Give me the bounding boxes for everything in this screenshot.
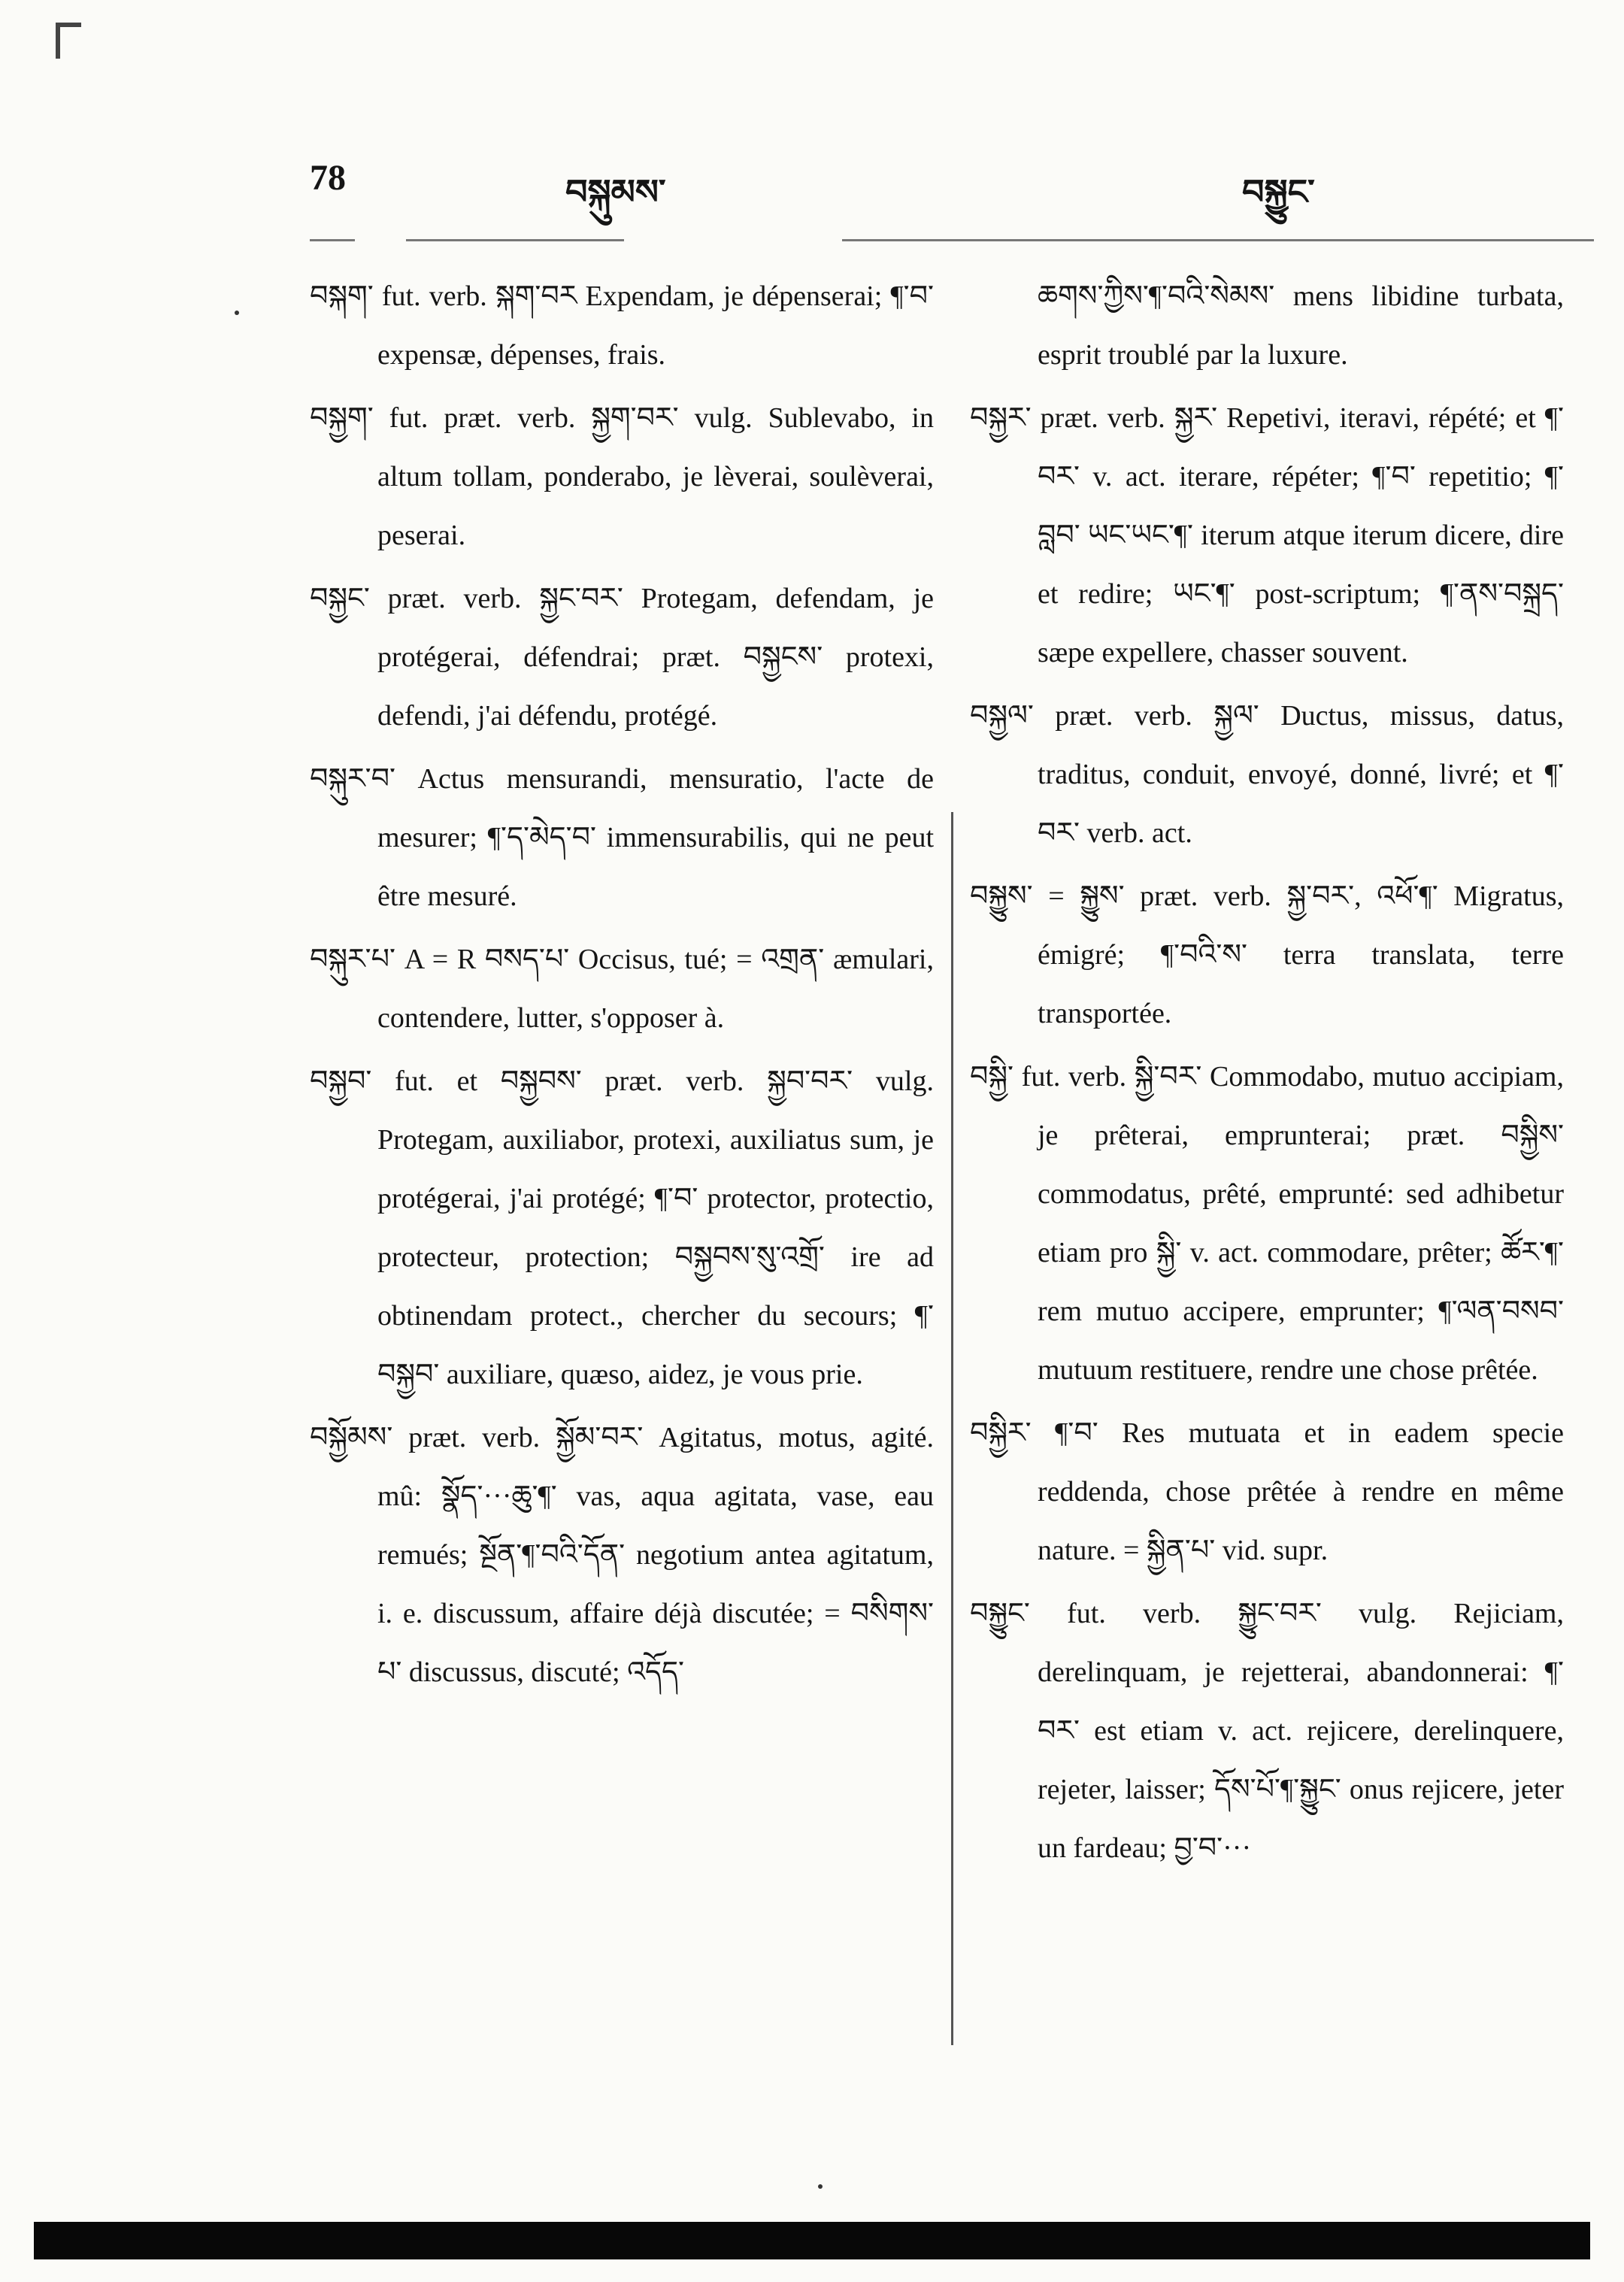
dictionary-entry: བསྐྱལ་ præt. verb. སྐྱལ་ Ductus, missus, datus, traditus, conduit, envoyé, donné, livré; et ¶་བར་ verb. act. (970, 700, 1564, 849)
dictionary-entry: བསྐྱང་ præt. verb. སྐྱང་བར་ Protegam, defendam, je protégerai, défendrai; præt. བསྐྱངས་ protexi, defendi, j'ai défendu, protégé. (310, 583, 934, 732)
dictionary-entry-continuation: ཆགས་ཀྱིས་¶་བའི་སེམས་ mens libidine turbata, esprit troublé par la luxure. (1038, 280, 1564, 371)
page-number: 78 (310, 158, 346, 198)
dictionary-entry: བསྐྱོམས་ præt. verb. སྐྱོམ་བར་ Agitatus, motus, agité. mû: སྣོད་···ཆུ་¶་ vas, aqua agitata, vase, eau remués; སྔོན་¶་བའི་དོན་ negotium antea agitatum, i. e. discussum, affaire déjà discutée; = བསིགས་པ་ discussus, discuté; འདོད་ (310, 1422, 934, 1688)
dictionary-entry: བསྐྱག་ fut. præt. verb. སྐྱག་བར་ vulg. Sublevabo, in altum tollam, ponderabo, je lèverai, soulèverai, peserai. (310, 402, 934, 551)
dictionary-entry: བསྐྱར་ præt. verb. སྐྱར་ Repetivi, iteravi, répété; et ¶་བར་ v. act. iterare, répéter; ¶་བ་ repetitio; ¶་བླབ་ ཡང་ཡང་¶་ iterum atque iterum dicere, dire et redire; ཡང་¶་ post-scriptum; ¶་ནས་བསྐྲད་ sæpe expellere, chasser souvent. (970, 402, 1564, 668)
page-header (310, 154, 1513, 214)
dictionary-entry: བསྐྱུང་ fut. verb. སྐྱུང་བར་ vulg. Rejiciam, derelinquam, je rejetterai, abandonnerai: ¶་བར་ est etiam v. act. rejicere, derelinquere, rejeter, laisser; དོས་པོ་¶་སྐྱུང་ onus rejicere, jeter un fardeau; བྱ་བ་··· (970, 1598, 1564, 1864)
running-head-right: བསྐྱུང་ (1242, 173, 1315, 211)
dictionary-entry: བསྐྱུས་ = སྐྱུས་ præt. verb. སྐྱ་བར་, འཕོ་¶་ Migratus, émigré; ¶་བའི་ས་ terra translata, terre transportée. (970, 880, 1564, 1029)
scan-edge-bar (34, 2222, 1590, 2259)
header-rule (406, 239, 624, 241)
header-rule (842, 239, 1594, 241)
right-column (970, 267, 1564, 1882)
running-head-left: བསྐུམས་ (565, 173, 666, 211)
stray-dot (235, 311, 239, 315)
dictionary-entry: བསྐག་ fut. verb. སྐག་བར Expendam, je dépenserai; ¶་བ་ expensæ, dépenses, frais. (310, 280, 934, 371)
dictionary-entry: བསྐྱི་ fut. verb. སྐྱི་བར་ Commodabo, mutuo accipiam, je prêterai, emprunterai; præt. བསྐྱིས་ commodatus, prêté, emprunté: sed adhibetur etiam pro སྐྱི་ v. act. commodare, prêter; ཚོར་¶་ rem mutuo accipere, emprunter; ¶་ལན་བསབ་ mutuum restituere, rendre une chose prêtée. (970, 1061, 1564, 1386)
left-column (310, 267, 934, 1706)
dictionary-entry: བསྐྱིར་ ¶་བ་ Res mutuata et in eadem specie reddenda, chose prêtée à rendre en même nature. = སྐྱིན་པ་ vid. supr. (970, 1417, 1564, 1566)
header-rule (310, 239, 355, 241)
dictionary-entry: བསྐུར་པ་ A = R བསད་པ་ Occisus, tué; = འགྲན་ æmulari, contendere, lutter, s'opposer à. (310, 944, 934, 1034)
column-divider (951, 812, 953, 2045)
corner-mark (56, 23, 60, 59)
stray-dot (818, 2184, 823, 2189)
dictionary-entry: བསྐྱབ་ fut. et བསྐྱབས་ præt. verb. སྐྱབ་བར་ vulg. Protegam, auxiliabor, protexi, auxiliatus sum, je protégerai, j'ai protégé; ¶་བ་ protector, protectio, protecteur, protection; བསྐྱབས་སུ་འགྲོ་ ire ad obtinendam protect., chercher du secours; ¶་བསྐྱབ་ auxiliare, quæso, aidez, je vous prie. (310, 1065, 934, 1390)
dictionary-entry: བསྐུར་བ་ Actus mensurandi, mensuratio, l'acte de mesurer; ¶་ད་མེད་བ་ immensurabilis, qui ne peut être mesuré. (310, 763, 934, 912)
